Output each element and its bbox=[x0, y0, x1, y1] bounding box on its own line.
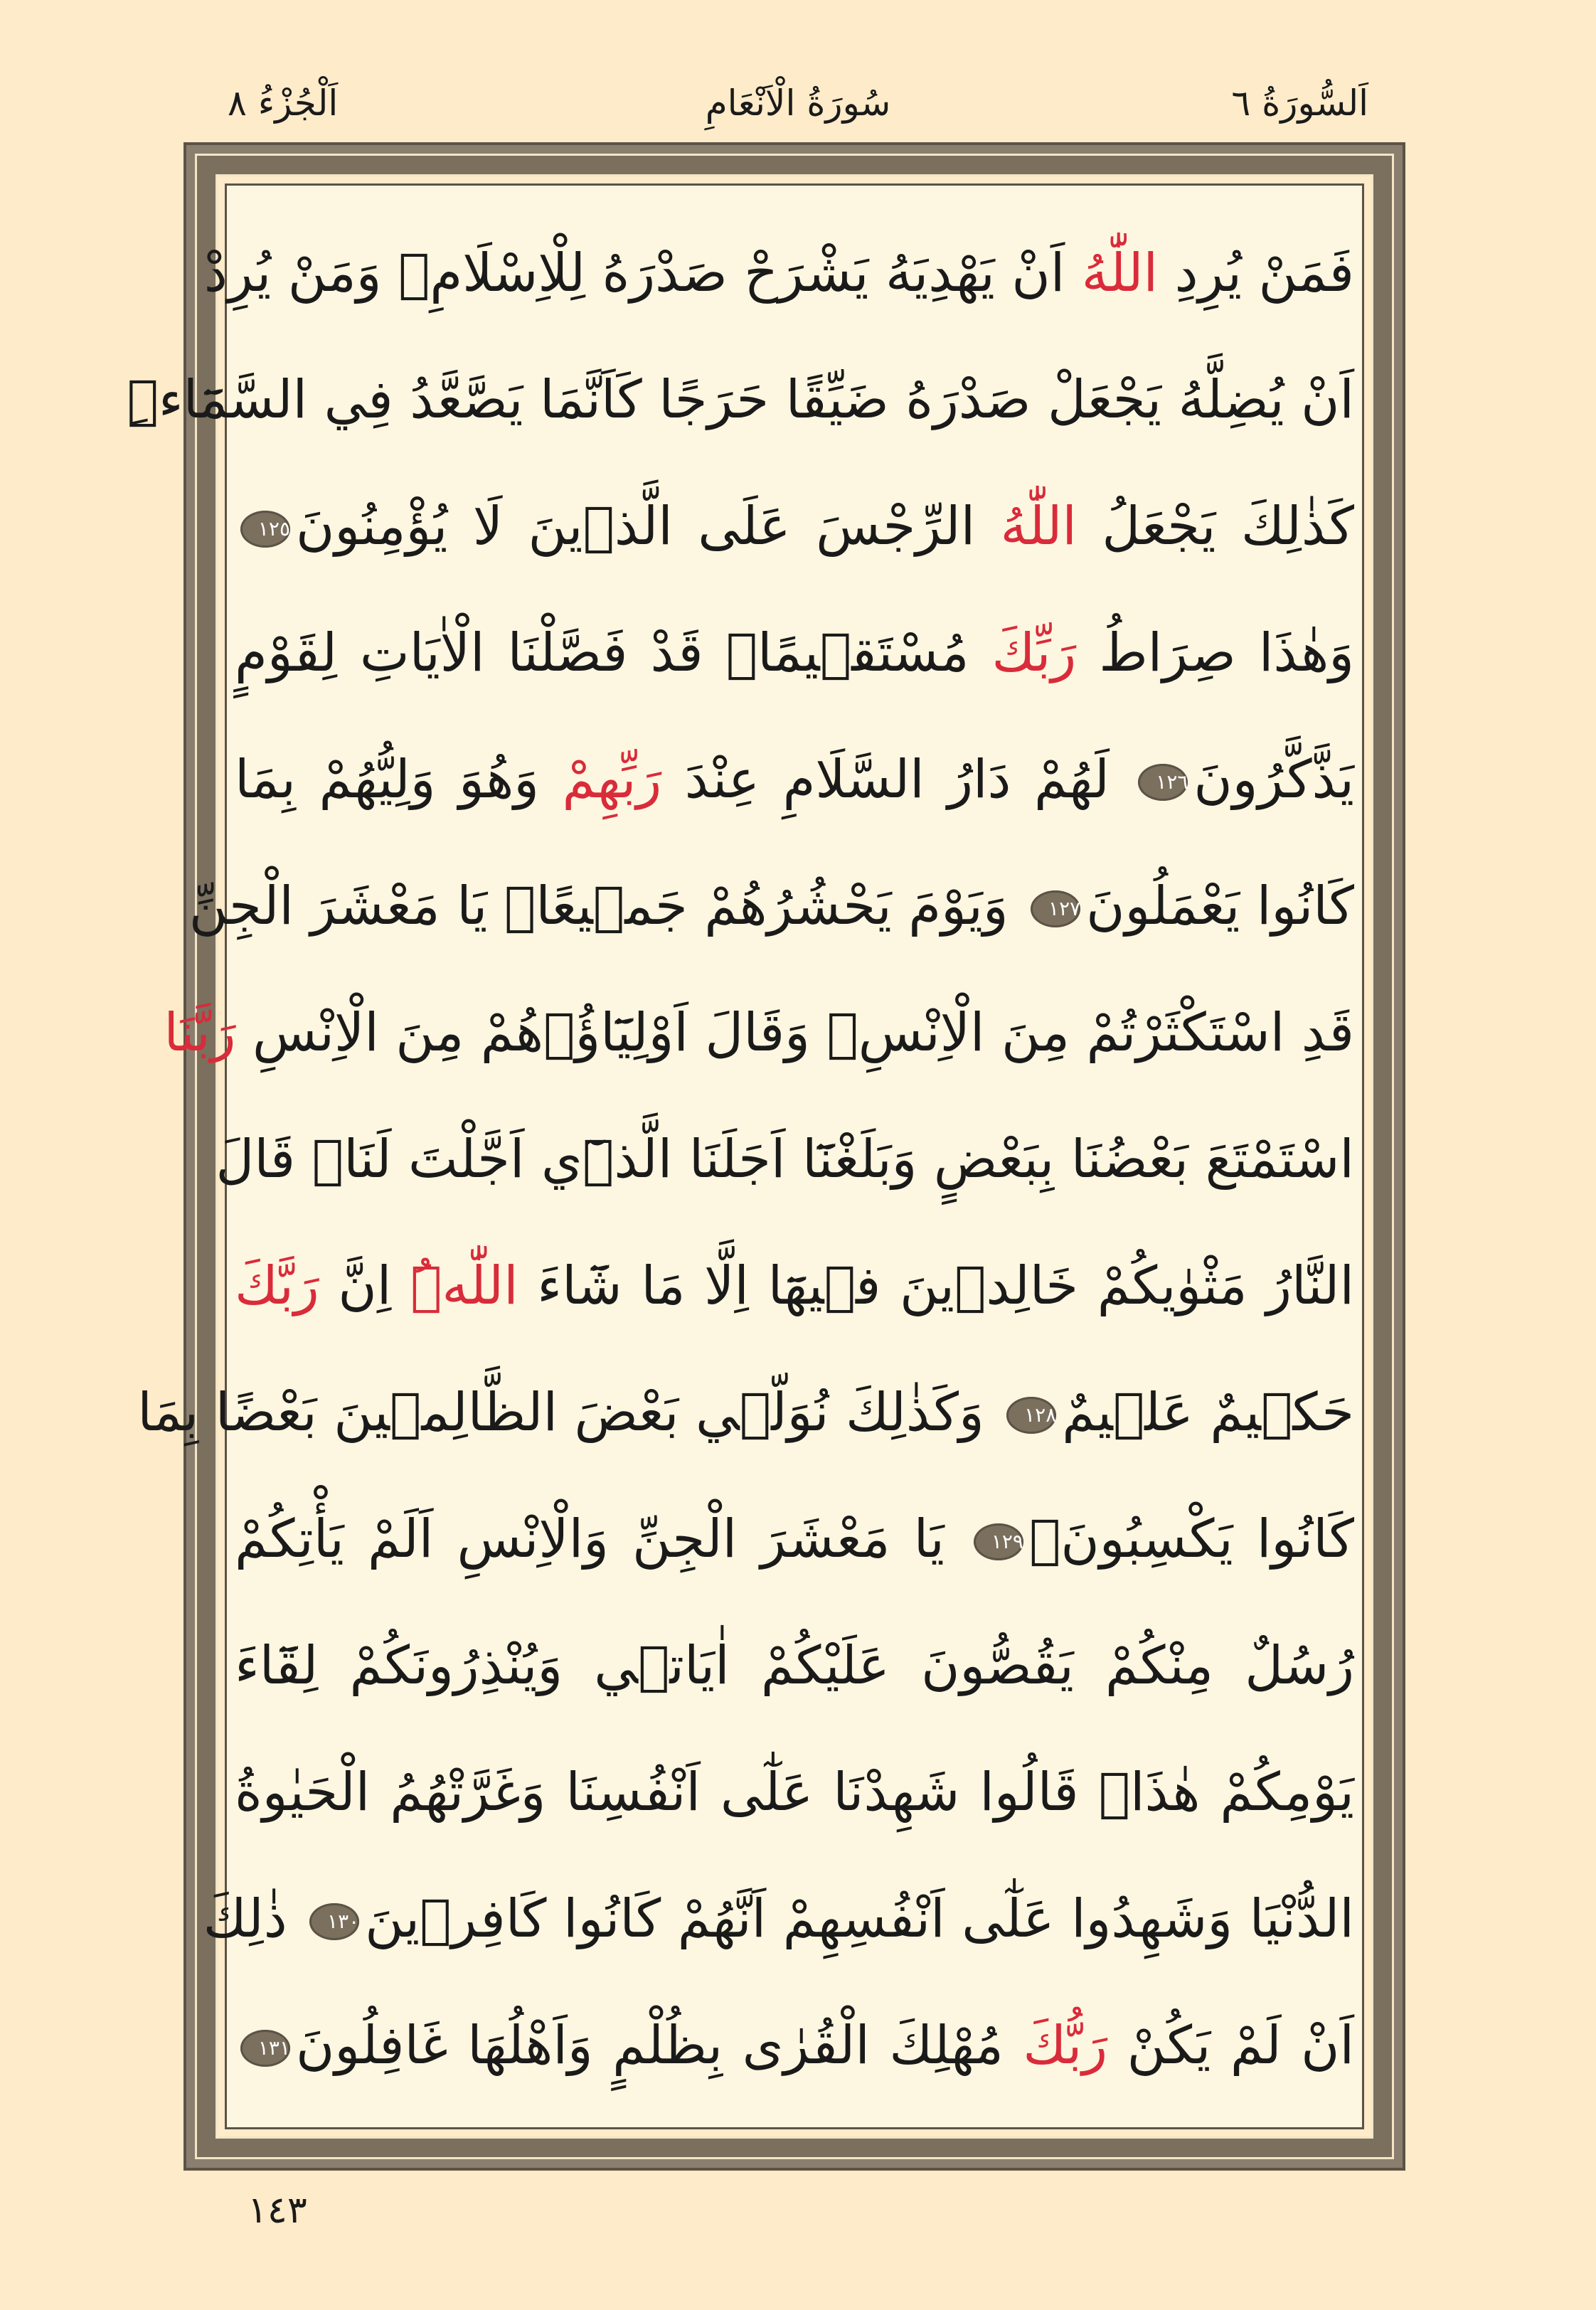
line-text: اَنْ يَهْدِيَهُ يَشْرَحْ صَدْرَهُ لِلْاِسْلَامِۚ وَمَنْ يُرِدْ bbox=[203, 243, 1082, 304]
line-text: النَّارُ مَثْوٰيكُمْ خَالِد۪ينَ ف۪يهَٓا اِلَّا مَا شَٓاءَ bbox=[518, 1255, 1355, 1316]
line-text: كَانُوا يَكْسِبُونَ۟ bbox=[1028, 1508, 1355, 1570]
line-text: اِنَّ bbox=[319, 1255, 410, 1316]
text-line-6 bbox=[188, 846, 1354, 966]
page-number: ١٤٣ bbox=[248, 2189, 307, 2232]
line-text: حَك۪يمٌ عَل۪يمٌ bbox=[1062, 1382, 1354, 1443]
line-text: قَدِ اسْتَكْثَرْتُمْ مِنَ الْاِنْسِۚ وَقَالَ اَوْلِيَٓاؤُ۬هُمْ مِنَ الْاِنْسِ bbox=[235, 1002, 1354, 1063]
line-text: وَهٰذَا صِرَاطُ bbox=[1076, 622, 1354, 683]
text-line-8 bbox=[216, 1100, 1354, 1219]
line-text: مُهْلِكَ الْقُرٰى بِظُلْمٍ وَاَهْلُهَا غَافِلُونَ bbox=[296, 2015, 1023, 2076]
text-line-13 bbox=[235, 1732, 1354, 1852]
sura-number: اَلسُّورَةُ ٦ bbox=[1231, 82, 1368, 124]
line-text: كَانُوا يَعْمَلُونَ bbox=[1086, 875, 1354, 937]
divine-name: اللّٰهُ bbox=[1000, 496, 1077, 557]
page-header bbox=[228, 71, 1368, 135]
line-text: كَذٰلِكَ يَجْعَلُ bbox=[1076, 496, 1354, 557]
text-line-11 bbox=[235, 1479, 1354, 1599]
line-text: وَهُوَ وَلِيُّهُمْ بِمَا bbox=[235, 749, 563, 810]
ayah-marker: ١٣٠ bbox=[309, 1903, 359, 1940]
text-line-12 bbox=[235, 1606, 1354, 1725]
text-line-10 bbox=[137, 1353, 1354, 1472]
ayah-marker: ١٢٧ bbox=[1031, 890, 1080, 927]
divine-name: رَبِّهِمْ bbox=[562, 749, 662, 810]
line-text: وَكَذٰلِكَ نُوَلّ۪ي بَعْضَ الظَّالِم۪ينَ بَعْضًا بِمَا bbox=[137, 1382, 1001, 1443]
line-text: يَوْمِكُمْ هٰذَاۜ قَالُوا شَهِدْنَا عَلٰٓى اَنْفُسِنَا وَغَرَّتْهُمُ الْحَيٰوةُ bbox=[235, 1762, 1354, 1823]
text-line-1 bbox=[203, 213, 1354, 333]
line-text: ذٰلِكَ bbox=[203, 1888, 304, 1949]
ayah-marker: ١٢٥ bbox=[240, 511, 290, 548]
line-text: يَذَّكَّرُونَ bbox=[1193, 749, 1354, 810]
line-text: وَيَوْمَ يَحْشُرُهُمْ جَم۪يعًاۚ يَا مَعْشَرَ الْجِنِّ bbox=[188, 875, 1026, 937]
text-line-5 bbox=[235, 720, 1354, 839]
text-line-15 bbox=[235, 1986, 1354, 2105]
text-line-3 bbox=[235, 467, 1354, 586]
line-text: مُسْتَق۪يمًاۜ قَدْ فَصَّلْنَا الْاٰيَاتِ لِقَوْمٍ bbox=[235, 622, 992, 683]
ayah-marker: ١٣١ bbox=[240, 2030, 290, 2067]
line-text: فَمَنْ يُرِدِ bbox=[1158, 243, 1354, 304]
divine-name: رَبِّكَ bbox=[991, 622, 1077, 683]
line-text: اسْتَمْتَعَ بَعْضُنَا بِبَعْضٍ وَبَلَغْنَٓا اَجَلَنَا الَّذ۪ٓي اَجَّلْتَ لَنَاۜ قَالَ bbox=[216, 1129, 1354, 1190]
divine-name: رَبَّكَ bbox=[235, 1255, 319, 1316]
line-text: الدُّنْيَا وَشَهِدُوا عَلٰٓى اَنْفُسِهِمْ اَنَّهُمْ كَانُوا كَافِر۪ينَ bbox=[365, 1888, 1354, 1949]
juz-number: اَلْجُزْءُ ٨ bbox=[228, 82, 339, 124]
line-text: اَنْ يُضِلَّهُ يَجْعَلْ صَدْرَهُ ضَيِّقًا حَرَجًا كَاَنَّمَا يَصَّعَّدُ فِي السَّمَٓاءِۜ bbox=[127, 369, 1354, 430]
ayah-marker: ١٢٨ bbox=[1006, 1397, 1056, 1434]
line-text: الرِّجْسَ عَلَى الَّذ۪ينَ لَا يُؤْمِنُونَ bbox=[296, 496, 1001, 557]
text-line-7 bbox=[164, 973, 1354, 1092]
quran-text bbox=[127, 213, 1355, 2119]
divine-name: رَبُّكَ bbox=[1023, 2015, 1108, 2076]
line-text: لَهُمْ دَارُ السَّلَامِ عِنْدَ bbox=[661, 749, 1133, 810]
ayah-marker: ١٢٩ bbox=[974, 1523, 1023, 1560]
line-text: يَا مَعْشَرَ الْجِنِّ وَالْاِنْسِ اَلَمْ يَأْتِكُمْ bbox=[235, 1508, 968, 1570]
text-line-2 bbox=[127, 340, 1354, 459]
sura-name: سُورَةُ الْاَنْعَامِ bbox=[705, 82, 891, 124]
text-line-14 bbox=[203, 1859, 1354, 1979]
divine-name: رَبَّنَا bbox=[164, 1002, 236, 1063]
ayah-marker: ١٢٦ bbox=[1138, 764, 1188, 801]
line-text: اَنْ لَمْ يَكُنْ bbox=[1107, 2015, 1354, 2076]
text-line-4 bbox=[235, 593, 1354, 713]
divine-name: اللّٰهُ bbox=[1081, 243, 1159, 304]
text-line-9 bbox=[235, 1226, 1354, 1346]
divine-name: اللّٰهُۜ bbox=[410, 1255, 518, 1316]
line-text: رُسُلٌ مِنْكُمْ يَقُصُّونَ عَلَيْكُمْ اٰيَات۪ي وَيُنْذِرُونَكُمْ لِقَٓاءَ bbox=[235, 1635, 1354, 1696]
